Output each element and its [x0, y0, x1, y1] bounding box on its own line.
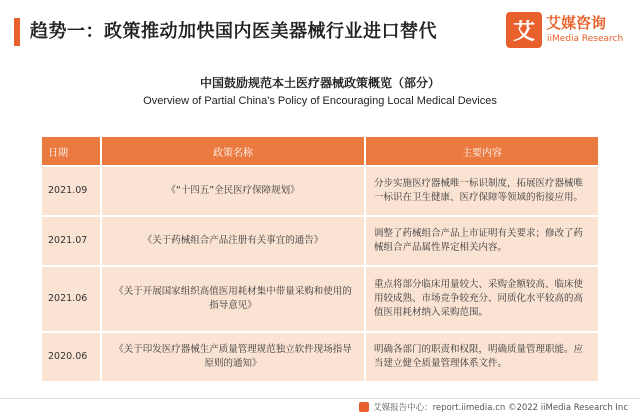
row-content: 分步实施医疗器械唯一标识制度，拓展医疗器械唯一标识在卫生健康、医疗保障等领域的衔接应用。: [366, 167, 598, 215]
column-header-date: 日期: [42, 137, 100, 165]
table-title-cn: 中国鼓励规范本土医疗器械政策概览（部分）: [199, 76, 440, 90]
row-date: 2021.07: [42, 217, 100, 265]
row-date: 2021.09: [42, 167, 100, 215]
table-title-en: Overview of Partial China's Policy of Encouraging Local Medical Devices: [143, 95, 497, 107]
logo-name-cn: 艾媒咨询: [546, 14, 607, 32]
table-row: [42, 217, 598, 265]
table-header-row: [42, 137, 598, 165]
page-title: 趋势一：政策推动加快国内医美器械行业进口替代: [30, 21, 437, 42]
footer-text: 艾媒报告中心：report.iimedia.cn ©2022 iiMedia Research Inc: [373, 403, 628, 413]
table-row: [42, 167, 598, 215]
row-content: 重点将部分临床用量较大、采购金额较高、临床使用较成熟、市场竞争较充分、同质化水平较高的高值医用耗材纳入采购范围。: [366, 267, 598, 331]
table-row: [42, 333, 598, 381]
row-date: 2021.06: [42, 267, 100, 331]
row-policy-name: 《关于印发医疗器械生产质量管理规范独立软件现场指导原则的通知》: [102, 333, 364, 381]
table-row: [42, 267, 598, 331]
brand-logo: [506, 12, 626, 52]
row-policy-name: 《“十四五”全民医疗保障规划》: [102, 167, 364, 215]
column-header-policy-name: 政策名称: [102, 137, 364, 165]
column-header-content: 主要内容: [366, 137, 598, 165]
footer: [359, 401, 628, 413]
title-accent-bar: [14, 18, 20, 46]
footer-divider: [0, 398, 640, 399]
row-policy-name: 《关于开展国家组织高值医用耗材集中带量采购和使用的指导意见》: [102, 267, 364, 331]
footer-logo-icon: [359, 402, 369, 412]
policy-table: [40, 135, 600, 383]
logo-name-en: iiMedia Research: [547, 34, 624, 44]
row-policy-name: 《关于药械组合产品注册有关事宜的通告》: [102, 217, 364, 265]
row-content: 调整了药械组合产品上市证明有关要求；修改了药械组合产品属性界定相关内容。: [366, 217, 598, 265]
logo-mark-icon: 艾: [506, 12, 542, 48]
row-content: 明确各部门的职责和权限，明确质量管理职能。应当建立健全质量管理体系文件。: [366, 333, 598, 381]
row-date: 2020.06: [42, 333, 100, 381]
